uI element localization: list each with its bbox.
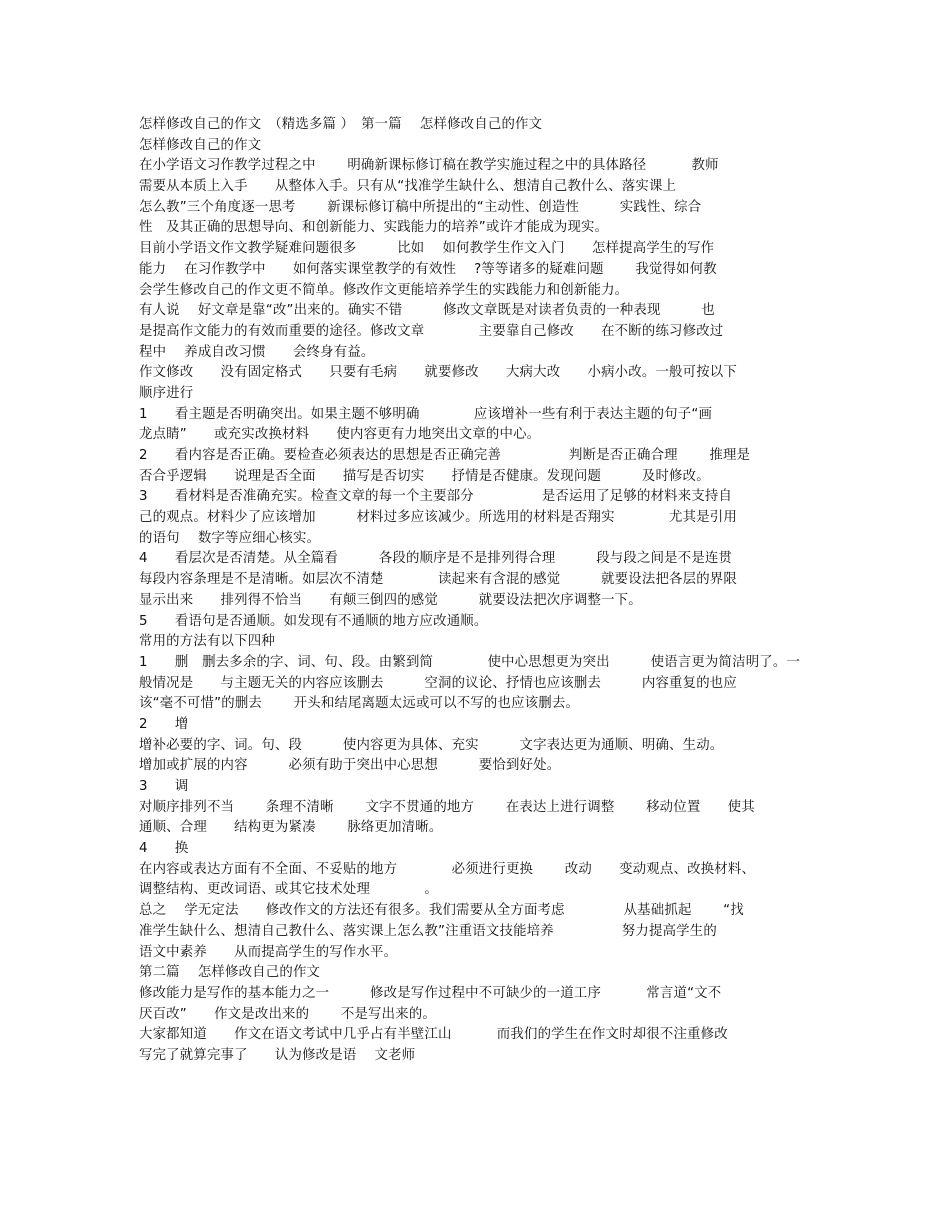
text-line: 3 调 — [139, 779, 189, 794]
text-line: 作文修改 没有固定格式 只要有毛病 就要修改 大病大改 小病小改。一般可按以下 — [139, 365, 737, 381]
text-line: 对顺序排列不当 条理不清晰 文字不贯通的地方 在表达上进行调整 移动位置 使其 — [139, 799, 755, 815]
text-line: 语文中素养 从而提高学生的写作水平。 — [139, 944, 398, 960]
text-line: 准学生缺什么、想清自己教什么、落实课上怎么教”注重语文技能培养 努力提高学生的 — [139, 923, 717, 939]
text-line: 3 看材料是否准确充实。检查文章的每一个主要部分 是否运用了足够的材料来支持自 — [139, 489, 733, 505]
text-line: 1 看主题是否明确突出。如果主题不够明确 应该增补一些有利于表达主题的句子“画 — [139, 406, 713, 422]
text-line: 修改能力是写作的基本能力之一 修改是写作过程中不可缺少的一道工序 常言道“文不 — [139, 985, 722, 1001]
text-line: 性 及其正确的思想导向、和创新能力、实践能力的培养”或许才能成为现实。 — [139, 220, 609, 236]
text-line: 龙点睛” 或充实改换材料 使内容更有力地突出文章的中心。 — [139, 427, 541, 443]
text-line: 厌百改” 作文是改出来的 不是写出来的。 — [139, 1006, 436, 1022]
text-line: 第二篇 怎样修改自己的作文 — [139, 965, 321, 981]
text-line: 程中 养成自改习惯 会终身有益。 — [139, 344, 375, 360]
text-line: 通顺、合理 结构更为紧凑 脉络更加清晰。 — [139, 820, 443, 836]
text-line: 调整结构、更改词语、或其它技术处理 。 — [139, 882, 438, 898]
text-line: 能力 在习作教学中 如何落实课堂教学的有效性 ?等等诸多的疑难问题 我觉得如何教 — [139, 261, 717, 277]
text-line: 增补必要的字、词。句、段 使内容更为具体、充实 文字表达更为通顺、明确、生动。 — [139, 737, 724, 753]
text-line: 5 看语句是否通顺。如发现有不通顺的地方应改通顺。 — [139, 613, 488, 629]
text-line: 4 看层次是否清楚。从全篇看 各段的顺序是不是排列得合理 段与段之间是不是连贯 — [139, 551, 733, 567]
text-line: 是提高作文能力的有效而重要的途径。修改文章 主要靠自己修改 在不断的练习修改过 — [139, 323, 724, 339]
text-line: 该“毫不可惜”的删去 开头和结尾离题太远或可以不写的也应该删去。 — [139, 696, 580, 712]
text-line: 有人说 好文章是靠“改”出来的。确实不错 修改文章既是对读者负责的一种表现 也 — [139, 303, 715, 319]
text-line: 2 看内容是否正确。要检查必须表达的思想是否正确完善 判断是否正确合理 推理是 — [139, 448, 751, 463]
text-line: 在小学语文习作教学过程之中 明确新课标修订稿在教学实施过程之中的具体路径 教师 — [139, 158, 719, 174]
text-line: 顺序进行 — [139, 385, 194, 401]
text-line: 目前小学语文作文教学疑难问题很多 比如 如何教学生作文入门 怎样提高学生的写作 — [139, 241, 715, 257]
text-line: 般情况是 与主题无关的内容应该删去 空洞的议论、抒情也应该删去 内容重复的也应 — [139, 675, 737, 691]
text-line: 怎么教”三个角度逐一思考 新课标修订稿中所提出的“主动性、创造性 实践性、综合 — [139, 199, 702, 215]
text-line: 需要从本质上入手 从整体入手。只有从“找准学生缺什么、想清自己教什么、落实课上 — [139, 179, 677, 195]
text-line: 总之 学无定法 修改作文的方法还有很多。我们需要从全方面考虑 从基础抓起 “找 — [139, 903, 744, 919]
text-line: 4 换 — [139, 841, 189, 857]
text-line: 己的观点。材料少了应该增加 材料过多应该减少。所选用的材料是否翔实 尤其是引用 — [139, 510, 737, 526]
text-line: 的语句 数字等应细心核实。 — [139, 530, 321, 546]
text-line: 1 删 删去多余的字、词、句、段。由繁到简 使中心思想更为突出 使语言更为简洁明了。一 — [139, 654, 801, 670]
text-line: 显示出来 排列得不恰当 有颠三倒四的感觉 就要设法把次序调整一下。 — [139, 592, 642, 608]
document-body — [139, 115, 799, 1067]
text-line: 怎样修改自己的作文 （精选多篇 ） 第一篇 怎样修改自己的作文 — [139, 117, 543, 132]
text-line: 怎样修改自己的作文 — [139, 137, 262, 153]
text-line: 否合乎逻辑 说理是否全面 描写是否切实 抒情是否健康。发现问题 及时修改。 — [139, 468, 710, 484]
text-line: 大家都知道 作文在语文考试中几乎占有半壁江山 而我们的学生在作文时却很不注重修改 — [139, 1027, 728, 1043]
text-line: 在内容或表达方面有不全面、不妥贴的地方 必须进行更换 改动 变动观点、改换材料、 — [139, 861, 756, 877]
text-line: 常用的方法有以下四种 — [139, 634, 275, 650]
text-line: 增加或扩展的内容 必须有助于突出中心思想 要恰到好处。 — [139, 758, 561, 774]
text-line: 会学生修改自己的作文更不简单。修改作文更能培养学生的实践能力和创新能力。 — [139, 282, 629, 298]
text-line: 2 增 — [139, 716, 189, 732]
text-line: 每段内容条理是不是清晰。如层次不清楚 读起来有含混的感觉 就要设法把各层的界限 — [139, 572, 737, 588]
text-line: 写完了就算完事了 认为修改是语 文老师 — [139, 1047, 416, 1063]
